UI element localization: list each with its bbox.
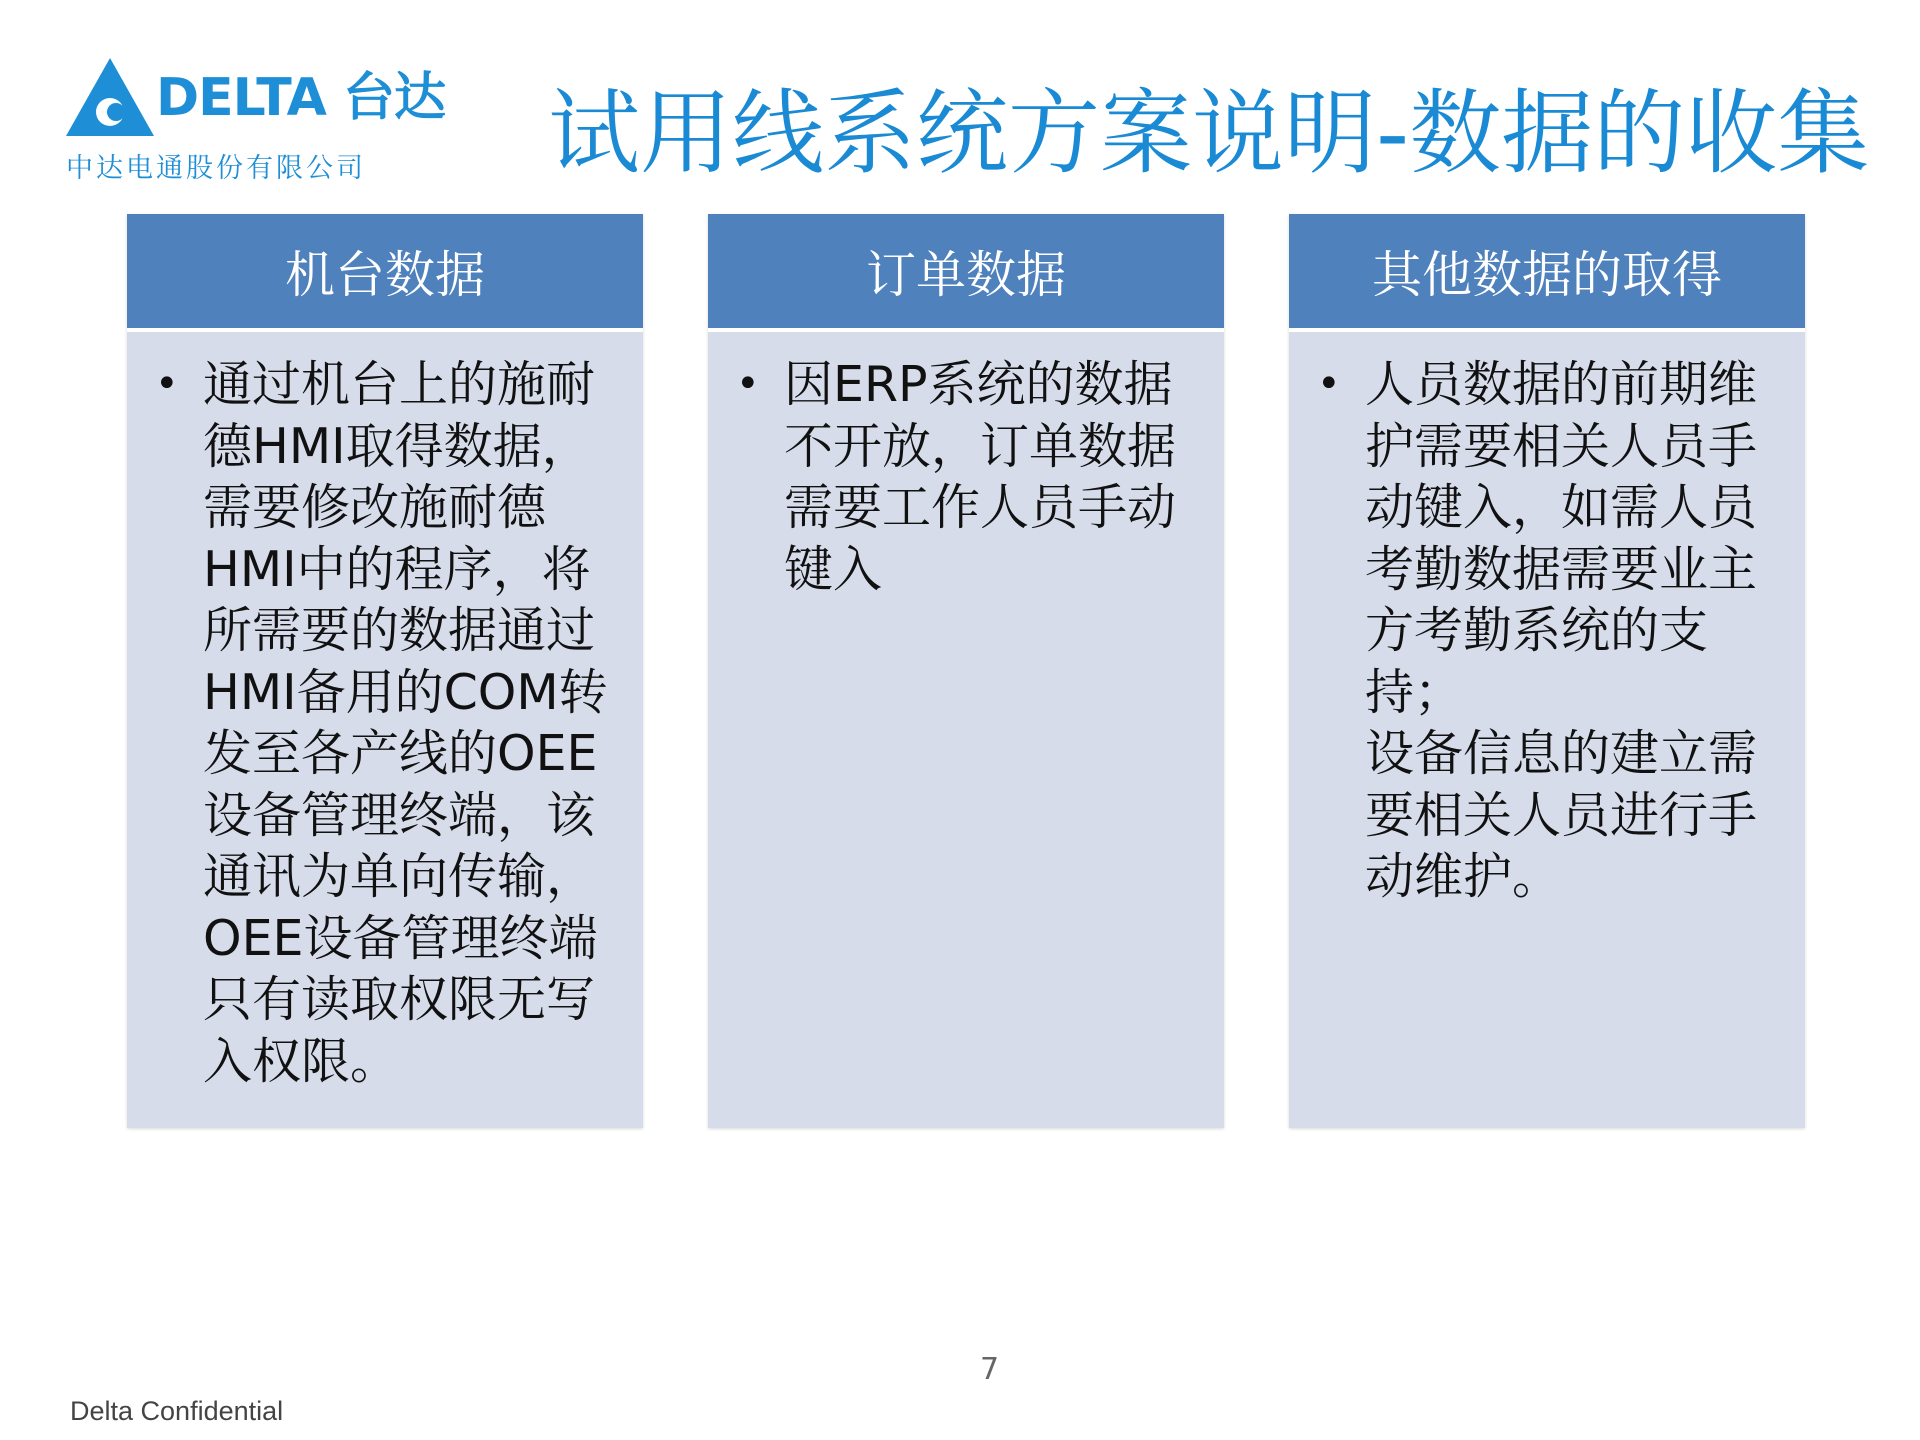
panel-header: 机台数据: [127, 214, 643, 332]
footer-confidential: Delta Confidential: [70, 1396, 284, 1426]
panel-header: 其他数据的取得: [1289, 214, 1805, 332]
panel-text: 因ERP系统的数据 不开放，订单数据 需要工作人员手动 键入: [784, 356, 1177, 598]
bullet-icon: •: [1317, 361, 1341, 407]
panel-order-data: [708, 214, 1224, 1128]
panel-other-data: [1289, 214, 1805, 1128]
logo-wordmark: DELTA 台达: [156, 68, 445, 128]
delta-logo: [66, 58, 445, 184]
panel-body: [708, 332, 1224, 600]
panel-machine-data: [127, 214, 643, 1128]
page-title: 试用线系统方案说明-数据的收集: [548, 80, 1870, 187]
panel-body: [127, 332, 643, 1092]
panel-text: 通过机台上的施耐 德HMI取得数据， 需要修改施耐德 HMI中的程序，将 所需要的数据通过 HMI备用的COM转 发至各产线的OEE 设备管理终端，该 通讯为单向传输， OEE设备管理终端 只有读取权限无写 入权限。: [203, 356, 608, 1090]
bullet-icon: •: [736, 361, 760, 407]
page-number: 7: [980, 1352, 1000, 1387]
panel-header: 订单数据: [708, 214, 1224, 332]
bullet-icon: •: [155, 361, 179, 407]
logo-company-name: 中达电通股份有限公司: [66, 153, 366, 184]
panel-text: 人员数据的前期维 护需要相关人员手 动键入，如需人员 考勤数据需要业主 方考勤系统的支持； 设备信息的建立需 要相关人员进行手 动维护。: [1365, 356, 1758, 905]
panel-body: [1289, 332, 1805, 908]
